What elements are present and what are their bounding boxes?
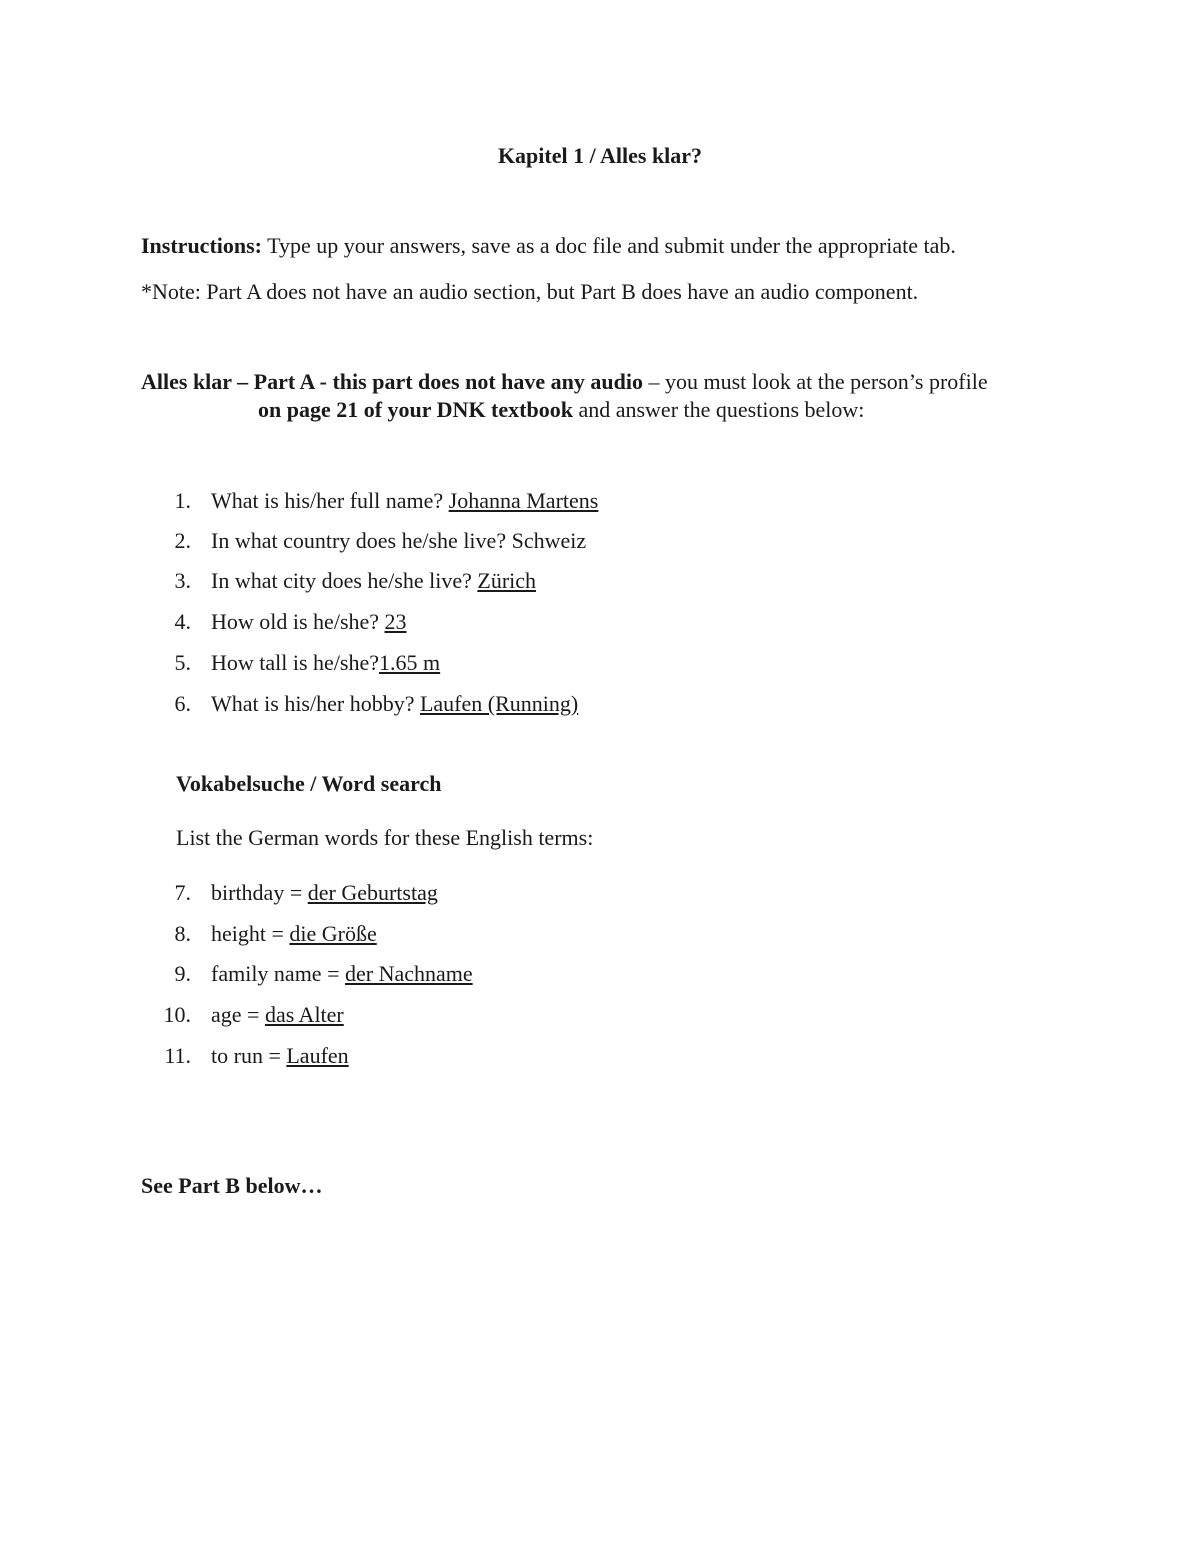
item-number: 2.: [174, 528, 191, 553]
answer-text: Schweiz: [511, 528, 587, 553]
answer-text: Zürich: [477, 568, 537, 593]
part-a-line-1: [141, 369, 988, 395]
question-text: How tall is he/she?: [211, 650, 380, 675]
item-text: [211, 880, 438, 906]
item-text: [211, 691, 578, 717]
item-number: 6.: [174, 691, 191, 716]
item-number: 1.: [174, 488, 191, 513]
part-a-heading: Alles klar – Part A - this part does not have any audio: [141, 369, 643, 394]
item-text: [211, 921, 377, 947]
item-number: 7.: [174, 880, 191, 905]
vocab-answer: Laufen: [286, 1043, 349, 1068]
vocab-answer: der Nachname: [344, 961, 473, 986]
item-text: [211, 609, 407, 635]
instructions-line: [141, 233, 956, 259]
vocab-term: birthday =: [211, 880, 308, 905]
part-a-instruction: – you must look at the person’s profile: [642, 369, 988, 394]
item-text: [211, 1002, 344, 1028]
question-text: What is his/her hobby?: [211, 691, 420, 716]
answer-text: 1.65 m: [379, 650, 441, 675]
vocab-intro: List the German words for these English terms:: [176, 825, 594, 850]
vocab-heading: Vokabelsuche / Word search: [176, 771, 442, 796]
part-a-instruction-2: and answer the questions below:: [572, 397, 865, 422]
item-text: [211, 961, 473, 987]
item-text: [211, 650, 440, 676]
part-a-line-2: [258, 397, 864, 423]
question-text: What is his/her full name?: [211, 488, 449, 513]
vocab-answer: das Alter: [264, 1002, 344, 1027]
item-number: 11.: [164, 1043, 191, 1068]
item-number: 3.: [174, 568, 191, 593]
vocab-term: family name =: [211, 961, 345, 986]
note-line: *Note: Part A does not have an audio section, but Part B does have an audio component.: [141, 279, 919, 304]
vocab-answer: der Geburtstag: [307, 880, 438, 905]
part-a-page-ref: on page 21 of your DNK textbook: [258, 397, 573, 422]
question-text: In what city does he/she live?: [211, 568, 478, 593]
question-text: In what country does he/she live?: [211, 528, 512, 553]
item-number: 4.: [174, 609, 191, 634]
question-text: How old is he/she?: [211, 609, 385, 634]
instructions-text: Type up your answers, save as a doc file and submit under the appropriate tab.: [262, 233, 956, 258]
answer-text: Johanna Martens: [448, 488, 599, 513]
item-text: [211, 568, 536, 594]
vocab-term: to run =: [211, 1043, 287, 1068]
answer-text: 23: [384, 609, 407, 634]
footer-note: See Part B below…: [141, 1173, 323, 1198]
item-number: 10.: [163, 1002, 191, 1027]
instructions-label: Instructions:: [141, 233, 263, 258]
vocab-term: age =: [211, 1002, 265, 1027]
item-number: 8.: [174, 921, 191, 946]
item-number: 9.: [174, 961, 191, 986]
page-title: Kapitel 1 / Alles klar?: [497, 143, 703, 168]
item-number: 5.: [174, 650, 191, 675]
item-text: [211, 1043, 349, 1069]
vocab-answer: die Größe: [289, 921, 377, 946]
item-text: [211, 528, 586, 554]
item-text: [211, 488, 598, 514]
answer-text: Laufen (Running): [419, 691, 579, 716]
vocab-term: height =: [211, 921, 290, 946]
